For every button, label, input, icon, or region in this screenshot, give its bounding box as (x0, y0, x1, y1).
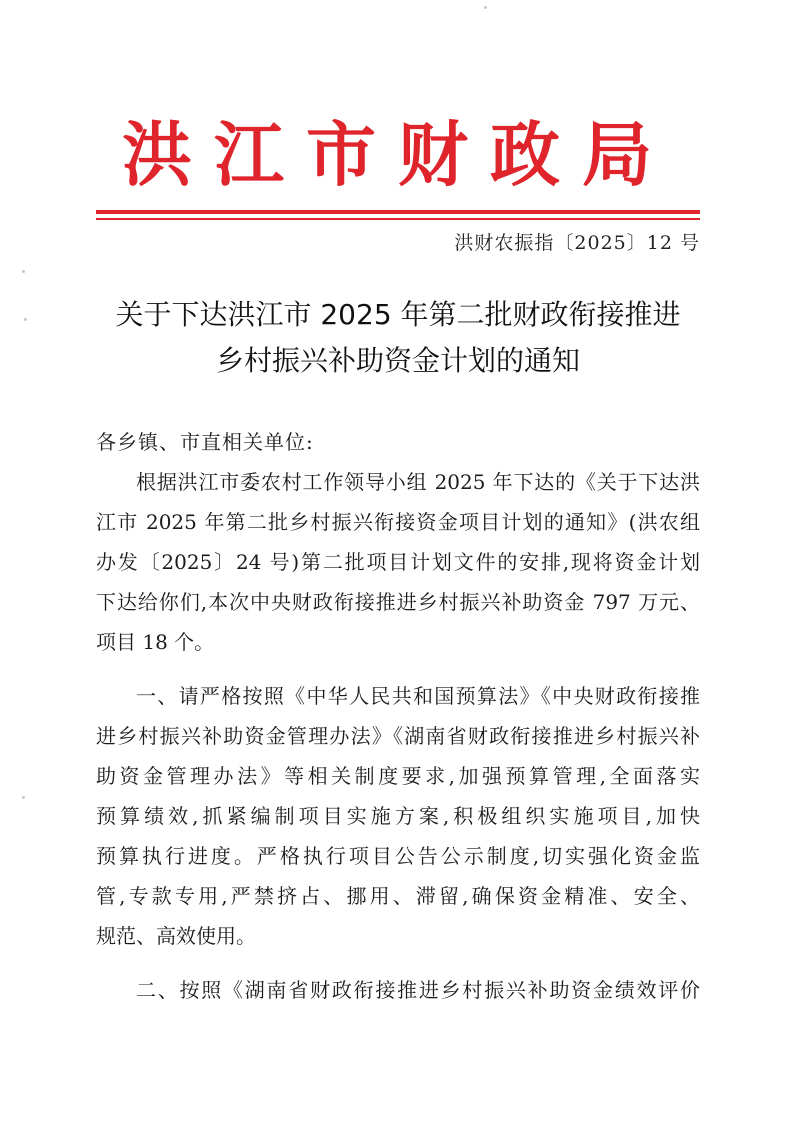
salutation: 各乡镇、市直相关单位: (96, 430, 314, 454)
text-line: 江市 2025 年第二批乡村振兴衔接资金项目计划的通知》(洪农组 (96, 510, 700, 534)
text-line: 进乡村振兴补助资金管理办法》《湖南省财政衔接推进乡村振兴补 (96, 724, 700, 748)
red-rule-thick (96, 210, 700, 214)
paragraph-3 (96, 970, 700, 1010)
document-title (60, 292, 736, 384)
text-line: 根据洪江市委农村工作领导小组 2025 年下达的《关于下达洪 (136, 470, 700, 494)
scan-speck (22, 796, 25, 799)
scan-speck (22, 270, 25, 273)
text-line: 项目 18 个。 (96, 630, 215, 654)
agency-letterhead: 洪江市财政局 (122, 113, 674, 196)
text-line: 管,专款专用,严禁挤占、挪用、滞留,确保资金精准、安全、 (96, 884, 700, 908)
paragraph-2 (96, 676, 700, 956)
text-line: 下达给你们,本次中央财政衔接推进乡村振兴补助资金 797 万元、 (96, 590, 700, 614)
title-line-1: 关于下达洪江市 2025 年第二批财政衔接推进 (115, 298, 681, 331)
title-line-2: 乡村振兴补助资金计划的通知 (215, 344, 580, 377)
document-number: 洪财农振指〔2025〕12 号 (454, 232, 700, 254)
scan-speck (484, 6, 487, 9)
text-line: 预算绩效,抓紧编制项目实施方案,积极组织实施项目,加快 (96, 804, 700, 828)
text-line: 二、按照《湖南省财政衔接推进乡村振兴补助资金绩效评价 (136, 978, 700, 1002)
text-line: 规范、高效使用。 (96, 924, 256, 948)
text-line: 办发〔2025〕24 号)第二批项目计划文件的安排,现将资金计划 (96, 550, 700, 574)
paragraph-1 (96, 462, 700, 662)
text-line: 助资金管理办法》等相关制度要求,加强预算管理,全面落实 (96, 764, 700, 788)
text-line: 一、请严格按照《中华人民共和国预算法》《中央财政衔接推 (136, 684, 700, 708)
red-rule-thin (96, 218, 700, 220)
scan-speck (24, 318, 27, 321)
text-line: 预算执行进度。严格执行项目公告公示制度,切实强化资金监 (96, 844, 700, 868)
